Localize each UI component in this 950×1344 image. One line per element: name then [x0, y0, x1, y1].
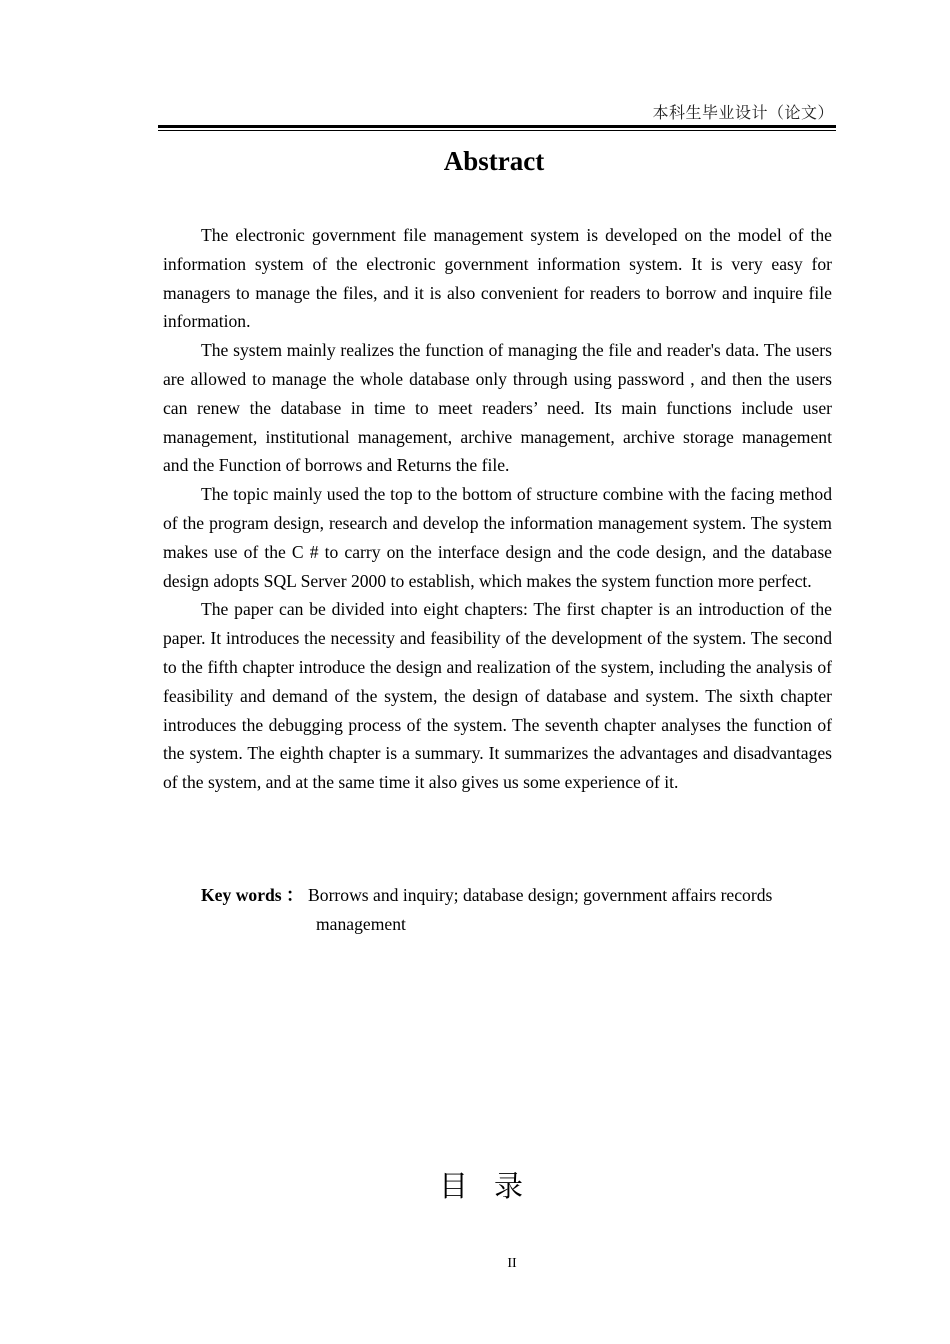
page-number: II	[507, 1256, 517, 1271]
toc-heading: 目录	[438, 1169, 549, 1203]
paragraph: The topic mainly used the top to the bottom of structure combine with the facing method of the program design, research and develop the information management system. The system makes use of the C # to carry on the interface design and the code design, and the database design adopts SQL Server 2000 to establish, which makes the system function more perfect.	[163, 484, 832, 591]
header-rule-thick	[158, 125, 836, 128]
paragraph: The electronic government file management system is developed on the model of the information system of the electronic government information system. It is very easy for managers to manage the files, and it is also convenient for readers to borrow and inquire file information.	[163, 225, 832, 332]
keywords	[201, 881, 832, 939]
header-rule-thin	[158, 130, 836, 131]
abstract-body	[163, 221, 832, 797]
paragraph: The system mainly realizes the function of managing the file and reader's data. The users are allowed to manage the whole database only through using password , and then the users can renew the database in time to meet readers’ need. Its main functions include user management, institutional management, archive management, archive storage management and the Function of borrows and Returns the file.	[163, 340, 832, 476]
paragraph: The paper can be divided into eight chapters: The first chapter is an introduction of the paper. It introduces the necessity and feasibility of the development of the system. The second to the fifth chapter introduce the design and realization of the system, including the analysis of feasibility and demand of the system, the design of database and system. The sixth chapter introduces the debugging process of the system. The seventh chapter analyses the function of the system. The eighth chapter is a summary. It summarizes the advantages and disadvantages of the system, and at the same time it also gives us some experience of it.	[163, 599, 832, 793]
keywords-text: Borrows and inquiry; database design; government affairs records	[308, 885, 773, 905]
keywords-text-continued: management	[316, 913, 406, 934]
keywords-label: Key words ：	[201, 885, 304, 905]
page-title: Abstract	[443, 146, 545, 176]
running-header: 本科生毕业设计（论文）	[652, 103, 834, 122]
